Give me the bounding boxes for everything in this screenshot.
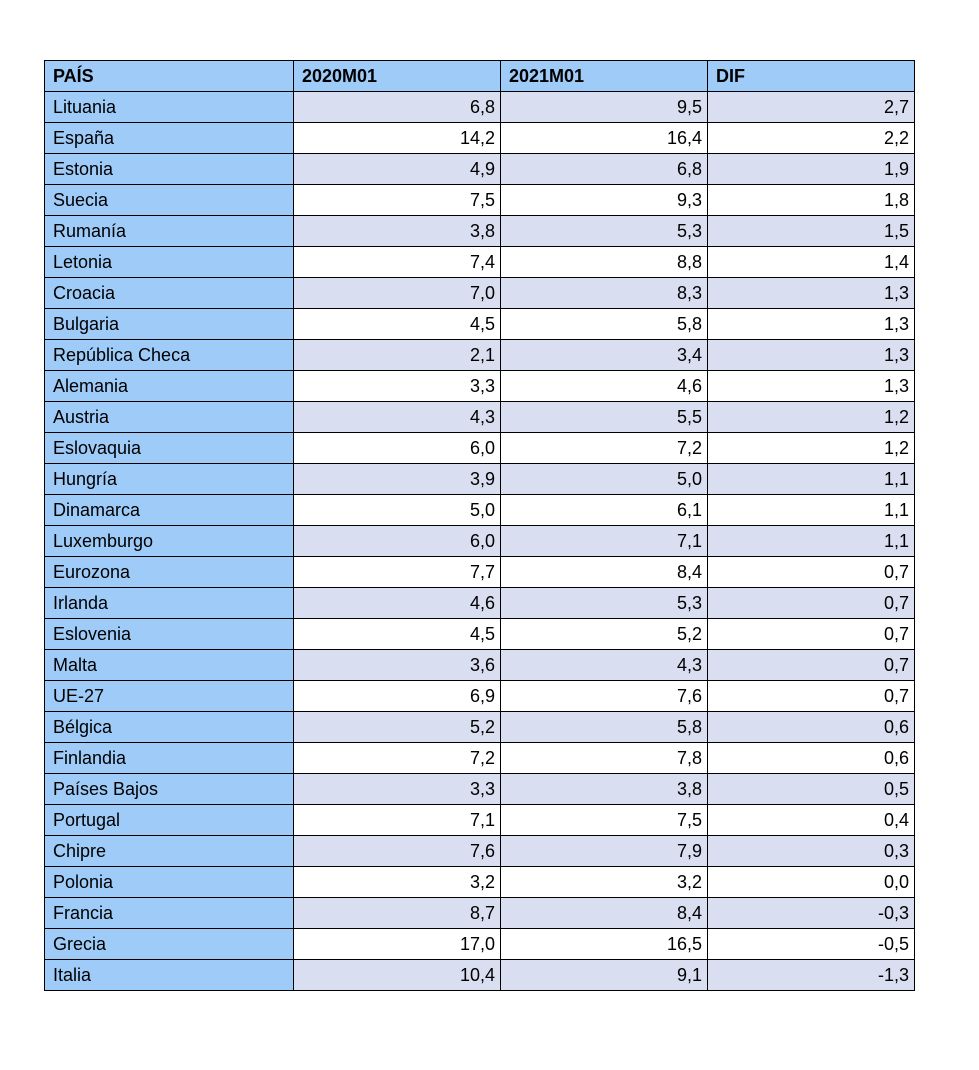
cell-2020m01: 3,6 [294, 650, 501, 681]
cell-dif: -0,3 [708, 898, 915, 929]
header-row [45, 61, 915, 92]
cell-dif: 0,6 [708, 743, 915, 774]
cell-country: Bulgaria [45, 309, 294, 340]
table-row [45, 464, 915, 495]
table-row [45, 557, 915, 588]
cell-dif: 1,4 [708, 247, 915, 278]
cell-2021m01: 16,5 [501, 929, 708, 960]
cell-country: Bélgica [45, 712, 294, 743]
cell-dif: 1,8 [708, 185, 915, 216]
cell-country: Polonia [45, 867, 294, 898]
table-row [45, 712, 915, 743]
cell-country: Estonia [45, 154, 294, 185]
cell-dif: 1,3 [708, 309, 915, 340]
cell-country: Hungría [45, 464, 294, 495]
cell-dif: 1,9 [708, 154, 915, 185]
table-body [45, 92, 915, 991]
cell-country: Italia [45, 960, 294, 991]
table-row [45, 681, 915, 712]
cell-2020m01: 7,7 [294, 557, 501, 588]
data-table [44, 60, 915, 991]
cell-2020m01: 3,2 [294, 867, 501, 898]
cell-dif: 0,6 [708, 712, 915, 743]
cell-country: Suecia [45, 185, 294, 216]
cell-2020m01: 4,6 [294, 588, 501, 619]
cell-country: Letonia [45, 247, 294, 278]
cell-2020m01: 3,3 [294, 371, 501, 402]
cell-2020m01: 3,9 [294, 464, 501, 495]
table-row [45, 495, 915, 526]
cell-2021m01: 3,8 [501, 774, 708, 805]
cell-dif: 0,0 [708, 867, 915, 898]
table-row [45, 278, 915, 309]
cell-dif: 0,4 [708, 805, 915, 836]
table-row [45, 154, 915, 185]
cell-2020m01: 6,9 [294, 681, 501, 712]
cell-dif: 0,3 [708, 836, 915, 867]
table-row [45, 805, 915, 836]
cell-2020m01: 3,3 [294, 774, 501, 805]
cell-dif: 1,3 [708, 278, 915, 309]
cell-2021m01: 7,6 [501, 681, 708, 712]
table-row [45, 340, 915, 371]
cell-country: Austria [45, 402, 294, 433]
table-row [45, 960, 915, 991]
table-row [45, 867, 915, 898]
cell-dif: 1,1 [708, 464, 915, 495]
cell-2021m01: 5,8 [501, 712, 708, 743]
cell-dif: 0,5 [708, 774, 915, 805]
cell-country: UE-27 [45, 681, 294, 712]
cell-dif: 1,2 [708, 402, 915, 433]
cell-2021m01: 7,1 [501, 526, 708, 557]
cell-dif: 1,3 [708, 371, 915, 402]
cell-2021m01: 16,4 [501, 123, 708, 154]
cell-2021m01: 5,5 [501, 402, 708, 433]
cell-dif: 2,7 [708, 92, 915, 123]
table-row [45, 216, 915, 247]
cell-2021m01: 5,3 [501, 216, 708, 247]
cell-2021m01: 9,3 [501, 185, 708, 216]
cell-country: Dinamarca [45, 495, 294, 526]
table-row [45, 619, 915, 650]
cell-country: Grecia [45, 929, 294, 960]
cell-dif: 1,1 [708, 526, 915, 557]
cell-2021m01: 7,2 [501, 433, 708, 464]
cell-2021m01: 5,0 [501, 464, 708, 495]
cell-country: Eslovenia [45, 619, 294, 650]
cell-2021m01: 5,3 [501, 588, 708, 619]
table-row [45, 526, 915, 557]
cell-2021m01: 4,6 [501, 371, 708, 402]
table-row [45, 743, 915, 774]
cell-2020m01: 7,2 [294, 743, 501, 774]
header-2020m01: 2020M01 [294, 61, 501, 92]
cell-2020m01: 3,8 [294, 216, 501, 247]
cell-country: Portugal [45, 805, 294, 836]
table-row [45, 371, 915, 402]
header-country: PAÍS [45, 61, 294, 92]
cell-2020m01: 5,2 [294, 712, 501, 743]
cell-country: Chipre [45, 836, 294, 867]
cell-country: España [45, 123, 294, 154]
cell-2021m01: 4,3 [501, 650, 708, 681]
cell-2020m01: 6,8 [294, 92, 501, 123]
header-dif: DIF [708, 61, 915, 92]
cell-2020m01: 4,9 [294, 154, 501, 185]
cell-2021m01: 8,4 [501, 898, 708, 929]
table-row [45, 836, 915, 867]
cell-2020m01: 10,4 [294, 960, 501, 991]
cell-2020m01: 2,1 [294, 340, 501, 371]
cell-country: Países Bajos [45, 774, 294, 805]
cell-country: Alemania [45, 371, 294, 402]
cell-2020m01: 4,5 [294, 619, 501, 650]
table-row [45, 433, 915, 464]
cell-2021m01: 9,5 [501, 92, 708, 123]
cell-country: Eslovaquia [45, 433, 294, 464]
cell-country: Luxemburgo [45, 526, 294, 557]
table-row [45, 898, 915, 929]
cell-country: Rumanía [45, 216, 294, 247]
table-row [45, 309, 915, 340]
cell-2020m01: 17,0 [294, 929, 501, 960]
cell-dif: 1,2 [708, 433, 915, 464]
cell-2020m01: 4,3 [294, 402, 501, 433]
cell-dif: 0,7 [708, 557, 915, 588]
table-row [45, 650, 915, 681]
cell-country: Francia [45, 898, 294, 929]
cell-dif: -0,5 [708, 929, 915, 960]
cell-dif: 0,7 [708, 681, 915, 712]
cell-country: Croacia [45, 278, 294, 309]
cell-2020m01: 7,4 [294, 247, 501, 278]
cell-2020m01: 6,0 [294, 526, 501, 557]
cell-dif: 1,5 [708, 216, 915, 247]
cell-2021m01: 7,9 [501, 836, 708, 867]
table-row [45, 185, 915, 216]
table-row [45, 92, 915, 123]
cell-2021m01: 6,8 [501, 154, 708, 185]
cell-2021m01: 8,4 [501, 557, 708, 588]
cell-2021m01: 8,3 [501, 278, 708, 309]
cell-dif: 1,1 [708, 495, 915, 526]
table-header [45, 61, 915, 92]
cell-country: Malta [45, 650, 294, 681]
cell-country: República Checa [45, 340, 294, 371]
cell-dif: -1,3 [708, 960, 915, 991]
table-row [45, 588, 915, 619]
cell-dif: 1,3 [708, 340, 915, 371]
cell-2021m01: 8,8 [501, 247, 708, 278]
cell-2021m01: 7,5 [501, 805, 708, 836]
cell-country: Finlandia [45, 743, 294, 774]
cell-dif: 0,7 [708, 650, 915, 681]
table-row [45, 929, 915, 960]
cell-2020m01: 7,1 [294, 805, 501, 836]
cell-2021m01: 7,8 [501, 743, 708, 774]
cell-dif: 2,2 [708, 123, 915, 154]
cell-2020m01: 6,0 [294, 433, 501, 464]
cell-country: Lituania [45, 92, 294, 123]
cell-2020m01: 7,0 [294, 278, 501, 309]
cell-2020m01: 4,5 [294, 309, 501, 340]
cell-country: Eurozona [45, 557, 294, 588]
table-row [45, 247, 915, 278]
cell-2021m01: 3,2 [501, 867, 708, 898]
cell-2020m01: 5,0 [294, 495, 501, 526]
cell-2021m01: 6,1 [501, 495, 708, 526]
cell-2020m01: 7,5 [294, 185, 501, 216]
cell-2020m01: 8,7 [294, 898, 501, 929]
cell-2020m01: 7,6 [294, 836, 501, 867]
cell-dif: 0,7 [708, 619, 915, 650]
cell-2021m01: 3,4 [501, 340, 708, 371]
cell-2021m01: 5,2 [501, 619, 708, 650]
header-2021m01: 2021M01 [501, 61, 708, 92]
table-row [45, 774, 915, 805]
table-row [45, 402, 915, 433]
cell-dif: 0,7 [708, 588, 915, 619]
table-row [45, 123, 915, 154]
cell-2021m01: 9,1 [501, 960, 708, 991]
cell-2020m01: 14,2 [294, 123, 501, 154]
cell-2021m01: 5,8 [501, 309, 708, 340]
cell-country: Irlanda [45, 588, 294, 619]
